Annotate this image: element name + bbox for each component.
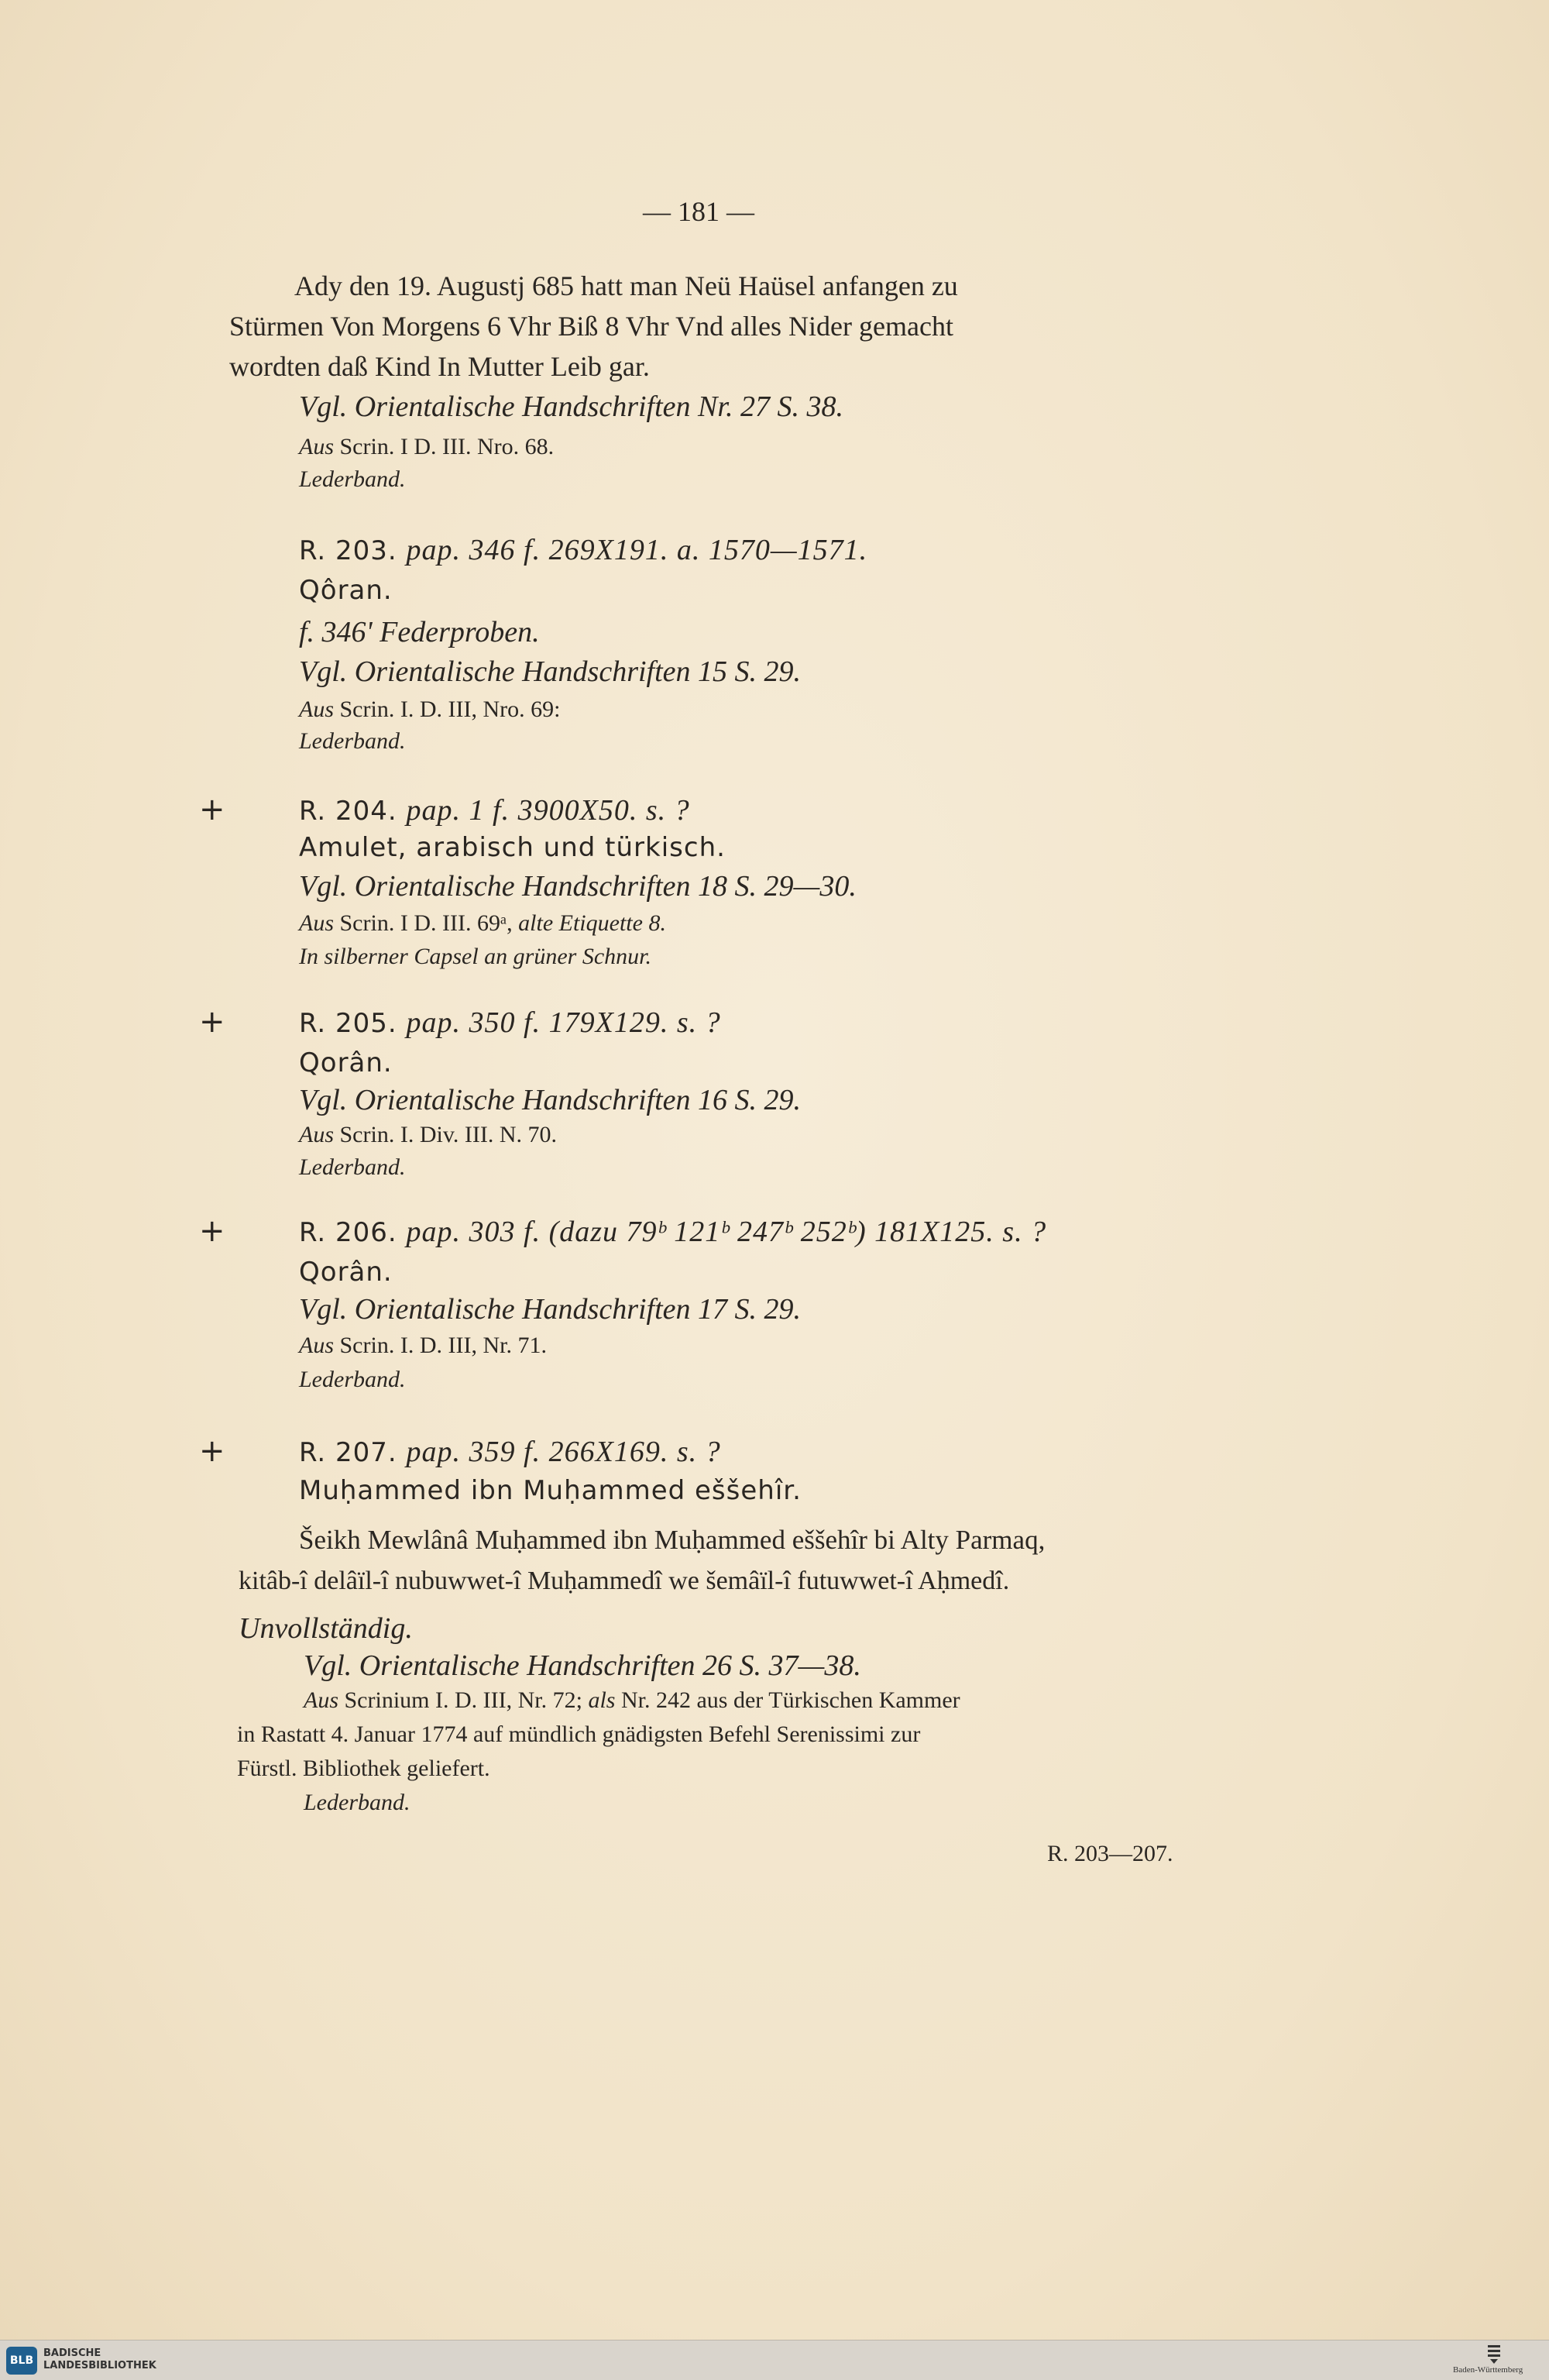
entry-206-aus [299,1333,547,1359]
state-emblem-icon [1485,2344,1503,2365]
range-reference: R. 203—207. [1047,1841,1173,1866]
entry-205-binding: Lederband. [299,1154,406,1180]
intro-aus [299,434,554,460]
entry-ref: R. 205. [299,1008,397,1039]
r207-aus-line-2: in Rastatt 4. Januar 1774 auf mündlich gnädigsten Befehl Serenissimi zur [237,1721,921,1747]
entry-204-title: Amulet, arabisch und türkisch. [299,832,726,863]
intro-binding: Lederband. [299,466,406,492]
entry-205-aus [299,1122,557,1148]
aus-text: Scrin. I. D. III, Nr. 71. [339,1333,547,1358]
entry-204-aus [299,910,666,937]
aus-label: Aus [299,696,334,722]
footer-bar [0,2340,1549,2380]
entry-205-title: Qorân. [299,1047,393,1078]
entry-ref: R. 203. [299,535,397,566]
aus-text: Scrin. I. Div. III. N. 70. [339,1122,558,1147]
entry-207-title: Muḥammed ibn Muḥammed eššehîr. [299,1475,802,1506]
aus-text: Scrin. I D. III. Nro. 68. [339,434,555,459]
plus-marker: + [199,792,225,827]
library-name[interactable] [43,2347,156,2372]
entry-205-vgl: Vgl. Orientalische Handschriften 16 S. 29. [299,1084,802,1116]
plus-marker: + [199,1213,225,1249]
entry-203-header [299,533,867,567]
entry-meta: pap. 303 f. (dazu 79ᵇ 121ᵇ 247ᵇ 252ᵇ) 181X125. s. ? [406,1216,1047,1248]
entry-206-header [299,1215,1046,1249]
r207-body-line-1: Šeikh Mewlânâ Muḥammed ibn Muḥammed eššehîr bi Alty Parmaq, [299,1525,1046,1555]
als-label: als [588,1687,616,1713]
entry-meta: pap. 1 f. 3900X50. s. ? [406,794,690,827]
entry-203-vgl: Vgl. Orientalische Handschriften 15 S. 29. [299,655,802,688]
entry-206-vgl: Vgl. Orientalische Handschriften 17 S. 29. [299,1293,802,1326]
entry-ref: R. 204. [299,796,397,827]
aus-label: Aus [299,1333,334,1358]
entry-meta: pap. 346 f. 269X191. a. 1570—1571. [406,534,868,566]
entry-204-header [299,793,690,827]
intro-line-1: Ady den 19. Augustj 685 hatt man Neü Haüsel anfangen zu [294,270,958,301]
aus-label: Aus [299,434,334,459]
plus-marker: + [199,1004,225,1040]
library-name-line-1: BADISCHE [43,2347,101,2359]
entry-204-vgl: Vgl. Orientalische Handschriften 18 S. 29—30. [299,870,857,903]
entry-203-aus [299,696,560,723]
aus-text: Scrin. I. D. III, Nro. 69: [339,696,561,722]
aus-label: Aus [299,910,334,936]
entry-205-header [299,1006,721,1040]
r207-unvollstaendig: Unvollständig. [239,1612,413,1645]
plus-marker: + [199,1433,225,1469]
r207-aus-line-3: Fürstl. Bibliothek geliefert. [237,1756,490,1781]
entry-203-title: Qôran. [299,575,393,606]
library-logo[interactable]: BLB [6,2347,37,2375]
intro-line-2: Stürmen Von Morgens 6 Vhr Biß 8 Vhr Vnd alles Nider gemacht [229,311,953,342]
intro-line-3: wordten daß Kind In Mutter Leib gar. [229,351,650,382]
entry-207-header [299,1435,721,1469]
state-label: Baden-Württemberg [1453,2365,1523,2375]
entry-meta: pap. 350 f. 179X129. s. ? [406,1006,721,1039]
aus-label: Aus [299,1122,334,1147]
entry-ref: R. 206. [299,1217,397,1248]
entry-206-binding: Lederband. [299,1367,406,1392]
aus-text: Scrin. I D. III. 69ᵃ, [339,910,513,936]
r207-vgl: Vgl. Orientalische Handschriften 26 S. 37—38. [304,1649,861,1682]
aus-text-a: Scrinium I. D. III, Nr. 72; [344,1687,582,1713]
aus-label: Aus [304,1687,338,1713]
entry-203-note: f. 346' Federproben. [299,616,540,648]
library-name-line-2: LANDESBIBLIOTHEK [43,2360,156,2371]
aus-text-b: Nr. 242 aus der Türkischen Kammer [620,1687,960,1713]
aus-extra: alte Etiquette 8. [518,910,666,936]
entry-206-title: Qorân. [299,1257,393,1288]
entry-204-binding: In silberner Capsel an grüner Schnur. [299,944,651,969]
r207-aus-line-1 [304,1687,960,1714]
page-number: — 181 — [643,196,754,227]
r207-binding: Lederband. [304,1790,410,1815]
entry-meta: pap. 359 f. 266X169. s. ? [406,1436,721,1468]
intro-vgl: Vgl. Orientalische Handschriften Nr. 27 S. 38. [299,390,843,423]
entry-203-binding: Lederband. [299,728,406,754]
entry-ref: R. 207. [299,1437,397,1468]
r207-body-line-2: kitâb-î delâïl-î nubuwwet-î Muḥammedî we šemâïl-î futuwwet-î Aḥmedî. [239,1567,1010,1595]
